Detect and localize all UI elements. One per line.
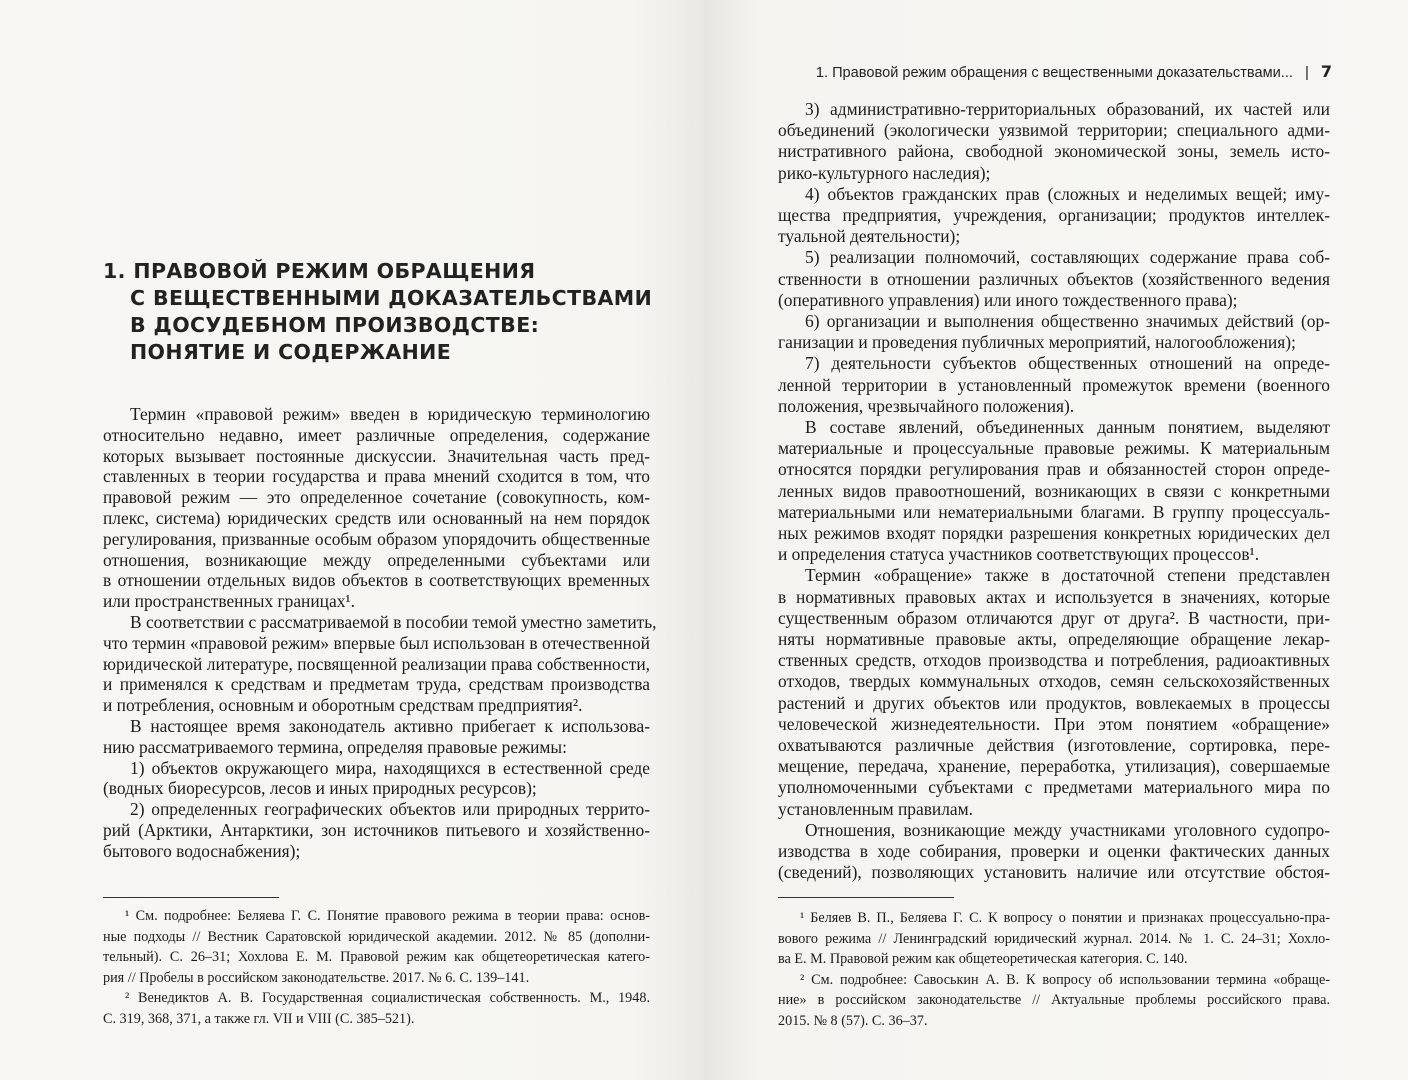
body-text-line: туальной деятельности); — [778, 226, 961, 247]
footnote-divider — [103, 897, 279, 898]
footnote-divider — [778, 897, 954, 898]
body-text-line: Отношения, возникающие между участниками уголовного судопро- — [805, 819, 1330, 840]
body-text-line: 2) определенных географических объектов или природных террито- — [130, 799, 650, 820]
body-text-line: нию рассматриваемого термина, определяя правовые режимы: — [103, 736, 567, 757]
body-text-line: рико-культурного наследия); — [778, 162, 991, 183]
body-text-line: юридической литературе, посвященной реализации права собственности, — [103, 653, 650, 674]
body-text-line: Термин «правовой режим» введен в юридическую терминологию — [130, 404, 650, 424]
body-text-line: отношения, возникающие между определенными субъектами или — [103, 549, 650, 570]
body-text-line: что термин «правовой режим» впервые был использован в отечественной — [103, 632, 650, 653]
body-text-line: которых вызывает постоянные дискуссии. Значительная часть пред- — [103, 445, 650, 466]
body-text-line: 4) объектов гражданских прав (сложных и неделимых вещей; иму- — [805, 183, 1330, 204]
body-text-line: относятся порядки регулирования прав и обязанностей сторон опреде- — [778, 459, 1330, 480]
body-text-line: (сведений), позволяющих установить наличие или отсутствие обстоя- — [778, 862, 1330, 883]
heading-line: В ДОСУДЕБНОМ ПРОИЗВОДСТВЕ: — [130, 313, 540, 337]
footnote-line: рия // Пробелы в российском законодательстве. 2017. № 6. С. 139–141. — [103, 969, 530, 986]
footnote-line: вового режима // Ленинградский юридический журнал. 2014. № 1. С. 24–31; Хохло- — [778, 930, 1330, 947]
body-text-line: В составе явлений, объединенных данным понятием, выделяют — [805, 417, 1330, 437]
body-text-line: охватываются различные действия (изготовление, сортировка, пере- — [778, 735, 1330, 755]
footnote-line: ва Е. М. Правовой режим как общетеоретическая категория. С. 140. — [778, 951, 1188, 967]
right-page — [704, 0, 1408, 1080]
chapter-heading — [103, 258, 652, 366]
body-text-line: существенным образом отличаются друг от друга². В частности, при- — [778, 607, 1330, 628]
body-text-line: положения, чрезвычайного положения). — [778, 395, 1075, 416]
body-text-line: уполномоченными субъектами с предметами материального мира по — [778, 777, 1330, 798]
page-number: 7 — [1320, 62, 1332, 81]
header-separator: | — [1304, 64, 1309, 81]
running-header: 1. Правовой режим обращения с вещественными доказательствами... — [815, 65, 1293, 81]
body-text-line: объединений (экологически уязвимой территории; специального адми- — [778, 120, 1330, 141]
footnote-line: С. 319, 368, 371, а также гл. VII и VIII (С. 385–521). — [103, 1010, 415, 1027]
body-text-line: щества предприятия, учреждения, организации; продуктов интеллек- — [778, 205, 1330, 225]
footnote-line: ¹ См. подробнее: Беляева Г. С. Понятие правового режима в теории права: основ- — [125, 908, 650, 924]
body-text-line: материальные и процессуальные правовые режимы. К материальным — [778, 438, 1330, 459]
body-text-line: В соответствии с рассматриваемой в пособии темой уместно заметить, — [130, 612, 657, 632]
body-text-line: ганизации и проведения публичных мероприятий, налогообложения); — [778, 332, 1296, 353]
body-text-line: плекс, система) юридических средств или основанный на нем порядок — [103, 508, 650, 528]
footnote-line: ¹ Беляев В. П., Беляева Г. С. К вопросу о понятии и признаках процессуально-пра- — [800, 910, 1330, 926]
body-text-line: ных режимов входят порядки разрешения конкретных юридических дел — [778, 523, 1330, 543]
body-text-line: изводства в ходе собирания, проверки и оценки фактических данных — [778, 841, 1330, 861]
heading-line: ПОНЯТИЕ И СОДЕРЖАНИЕ — [130, 340, 452, 364]
body-text-line: ленных видов правоотношений, возникающих в связи с конкретными — [778, 480, 1330, 501]
footnote-line: 2015. № 8 (57). С. 36–37. — [778, 1012, 928, 1029]
body-text-line: В настоящее время законодатель активно прибегает к использова- — [130, 716, 650, 736]
body-text-line: ственных средств, отходов производства и потребления, радиоактивных — [778, 650, 1330, 671]
body-text-line: нистративного района, свободной экономической зоны, земель исто- — [778, 141, 1330, 162]
body-text-line: мещение, передача, хранение, переработка, утилизация), совершаемые — [778, 756, 1330, 777]
body-text-line: няты нормативные правовые акты, определяющие обращение лекар- — [778, 629, 1330, 649]
body-text-line: 6) организации и выполнения общественно значимых действий (ор- — [805, 311, 1330, 331]
footnote-line: ² Венедиктов А. В. Государственная социалистическая собственность. М., 1948. — [125, 990, 650, 1006]
body-text-line: 1) объектов окружающего мира, находящихся в естественной среде — [130, 757, 650, 778]
body-text-line: 5) реализации полномочий, составляющих содержание права соб- — [805, 247, 1330, 268]
body-text-line: ственности в отношении различных объектов (хозяйственного ведения — [778, 268, 1330, 289]
footnote-line: ² См. подробнее: Савоськин А. В. К вопросу об использовании термина «обраще- — [800, 971, 1330, 988]
body-text-line: отходов, твердых коммунальных отходов, семян сельскохозяйственных — [778, 671, 1330, 692]
body-text-line: и применялся к средствам и предметам труда, средствам производства — [103, 674, 650, 695]
body-text-line: или пространственных границах¹. — [103, 591, 355, 612]
heading-line: С ВЕЩЕСТВЕННЫМИ ДОКАЗАТЕЛЬСТВАМИ — [130, 286, 653, 310]
body-text-line: материальными или нематериальными благами. В группу процессуаль- — [778, 501, 1330, 522]
body-text-line: Термин «обращение» также в достаточной степени представлен — [805, 565, 1330, 586]
body-text-line: установленным правилам. — [778, 798, 973, 819]
body-text-line: растений и других объектов или продуктов, вовлекаемых в процессы — [778, 692, 1330, 713]
body-text-line: ленной территории в установленный промежуток времени (военного — [778, 374, 1330, 395]
running-header-row — [816, 62, 1332, 81]
footnote-line: тельный). С. 26–31; Хохлова Е. М. Правовой режим как общетеоретическая катего- — [103, 949, 650, 965]
body-text-line: относительно недавно, имеет различные определения, содержание — [103, 424, 650, 445]
body-text-line: рий (Арктики, Антарктики, зон источников питьевого и хозяйственно- — [103, 820, 650, 840]
body-text-line: 7) деятельности субъектов общественных отношений на опреде- — [805, 353, 1330, 374]
body-text-line: бытового водоснабжения); — [103, 840, 301, 861]
body-text-line: ставленных в теории государства и права мнений сходится в том, что — [103, 466, 650, 487]
body-text-line: (оперативного управления) или иного тождественного права); — [778, 289, 1238, 310]
body-text-line: и потребления, основным и оборотным средствам предприятия². — [103, 695, 583, 716]
heading-line: 1. ПРАВОВОЙ РЕЖИМ ОБРАЩЕНИЯ — [103, 259, 536, 283]
body-text-line: 3) административно-территориальных образований, их частей или — [805, 99, 1330, 119]
body-text-line: человеческой жизнедеятельности. При этом понятием «обращение» — [778, 713, 1330, 734]
body-text-line: правовой режим — это определенное сочетание (совокупность, ком- — [103, 487, 650, 508]
body-text-line: в нормативных правовых актах и используется в значениях, которые — [778, 586, 1330, 607]
body-text-line: регулирования, призванные особым образом упорядочить общественные — [103, 528, 650, 549]
footnote-line: ные подходы // Вестник Саратовской юридической академии. 2012. № 85 (дополни- — [103, 928, 650, 945]
body-text-line: и определения статуса участников соответствующих процессов¹. — [778, 544, 1260, 565]
body-text-line: (водных биоресурсов, лесов и иных природных ресурсов); — [103, 778, 537, 799]
body-text-line: в отношении отдельных видов объектов в соответствующих временных — [103, 570, 650, 591]
footnote-line: ние» в российском законодательстве // Актуальные проблемы российского права. — [778, 992, 1330, 1008]
